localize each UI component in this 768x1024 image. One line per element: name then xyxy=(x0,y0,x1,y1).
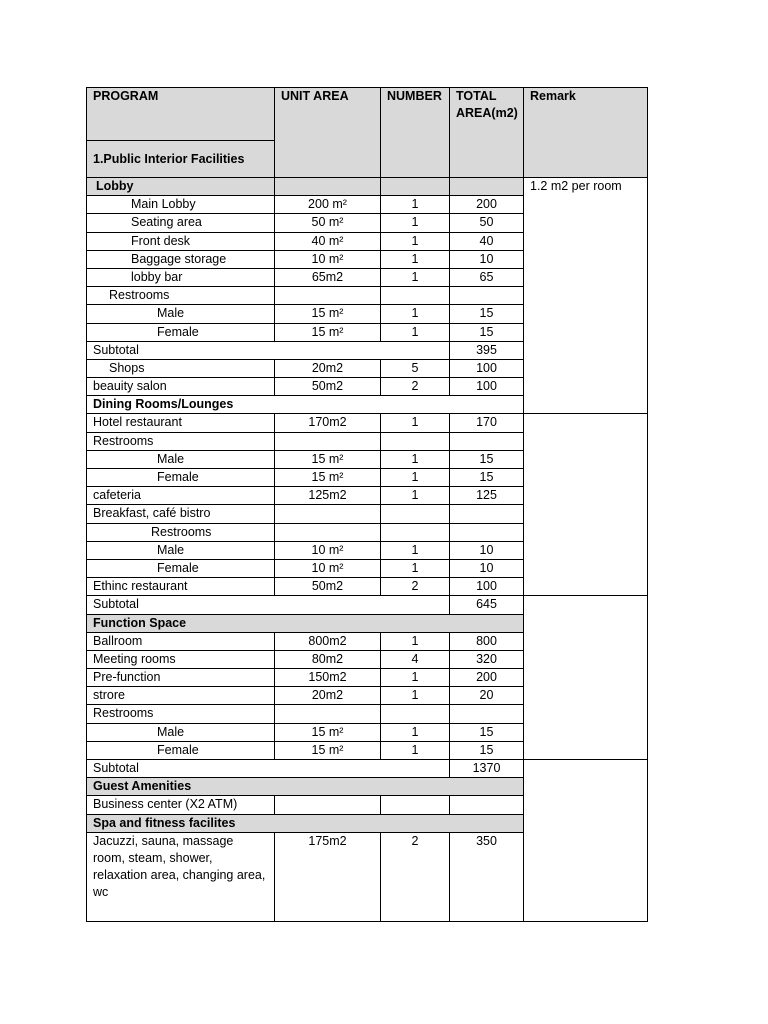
lobby-remark: 1.2 m2 per room xyxy=(524,178,648,414)
table-row: Seating area 50 m² 1 50 xyxy=(87,214,648,232)
table-row: Business center (X2 ATM) xyxy=(87,796,648,814)
header-total-area: TOTAL AREA(m2) xyxy=(450,88,524,178)
function-remark xyxy=(524,596,648,760)
table-row: Ethinc restaurant 50m2 2 100 xyxy=(87,578,648,596)
table-row: strore 20m2 1 20 xyxy=(87,687,648,705)
section-title: 1.Public Interior Facilities xyxy=(87,141,275,178)
table-row: cafeteria 125m2 1 125 xyxy=(87,487,648,505)
dining-remark xyxy=(524,414,648,596)
table-row: Hotel restaurant 170m2 1 170 xyxy=(87,414,648,432)
table-row: Female 15 m² 1 15 xyxy=(87,741,648,759)
table-row: Female 15 m² 1 15 xyxy=(87,469,648,487)
table-row: Restrooms xyxy=(87,705,648,723)
dining-title: Dining Rooms/Lounges xyxy=(87,396,524,414)
lobby-title-row xyxy=(87,178,648,196)
table-row: Main Lobby 200 m² 1 200 xyxy=(87,196,648,214)
header-number: NUMBER xyxy=(381,88,450,178)
table-row: Front desk 40 m² 1 40 xyxy=(87,232,648,250)
table-row: Shops 20m2 5 100 xyxy=(87,359,648,377)
table-row: Female 10 m² 1 10 xyxy=(87,559,648,577)
guest-remark xyxy=(524,760,648,922)
table-row: Baggage storage 10 m² 1 10 xyxy=(87,250,648,268)
subtotal-row: Subtotal 645 xyxy=(87,596,648,614)
table-row: Restrooms xyxy=(87,432,648,450)
table-row: Ballroom 800m2 1 800 xyxy=(87,632,648,650)
guest-title: Guest Amenities xyxy=(87,778,524,796)
table-row: Female 15 m² 1 15 xyxy=(87,323,648,341)
spa-title: Spa and fitness facilites xyxy=(87,814,524,832)
header-unit-area: UNIT AREA xyxy=(275,88,381,178)
header-remark: Remark xyxy=(524,88,648,178)
table-row: Male 15 m² 1 15 xyxy=(87,723,648,741)
table-row: Male 10 m² 1 10 xyxy=(87,541,648,559)
subtotal-row: Subtotal 1370 xyxy=(87,760,648,778)
table-row: Restrooms xyxy=(87,523,648,541)
table-row: Pre-function 150m2 1 200 xyxy=(87,669,648,687)
table-row: Jacuzzi, sauna, massage room, steam, shower, relaxation area, changing area, wc 175m2 2 350 xyxy=(87,832,648,921)
table-row: Breakfast, café bistro xyxy=(87,505,648,523)
program-table xyxy=(86,87,648,922)
table-row: beauity salon 50m2 2 100 xyxy=(87,378,648,396)
function-title: Function Space xyxy=(87,614,524,632)
table-row: Restrooms xyxy=(87,287,648,305)
header-row xyxy=(87,88,648,141)
header-program: PROGRAM xyxy=(87,88,275,141)
table-row: lobby bar 65m2 1 65 xyxy=(87,268,648,286)
table-row: Male 15 m² 1 15 xyxy=(87,450,648,468)
subtotal-row: Subtotal 395 xyxy=(87,341,648,359)
table-row: Male 15 m² 1 15 xyxy=(87,305,648,323)
table-row: Meeting rooms 80m2 4 320 xyxy=(87,650,648,668)
lobby-title: Lobby xyxy=(87,178,275,196)
